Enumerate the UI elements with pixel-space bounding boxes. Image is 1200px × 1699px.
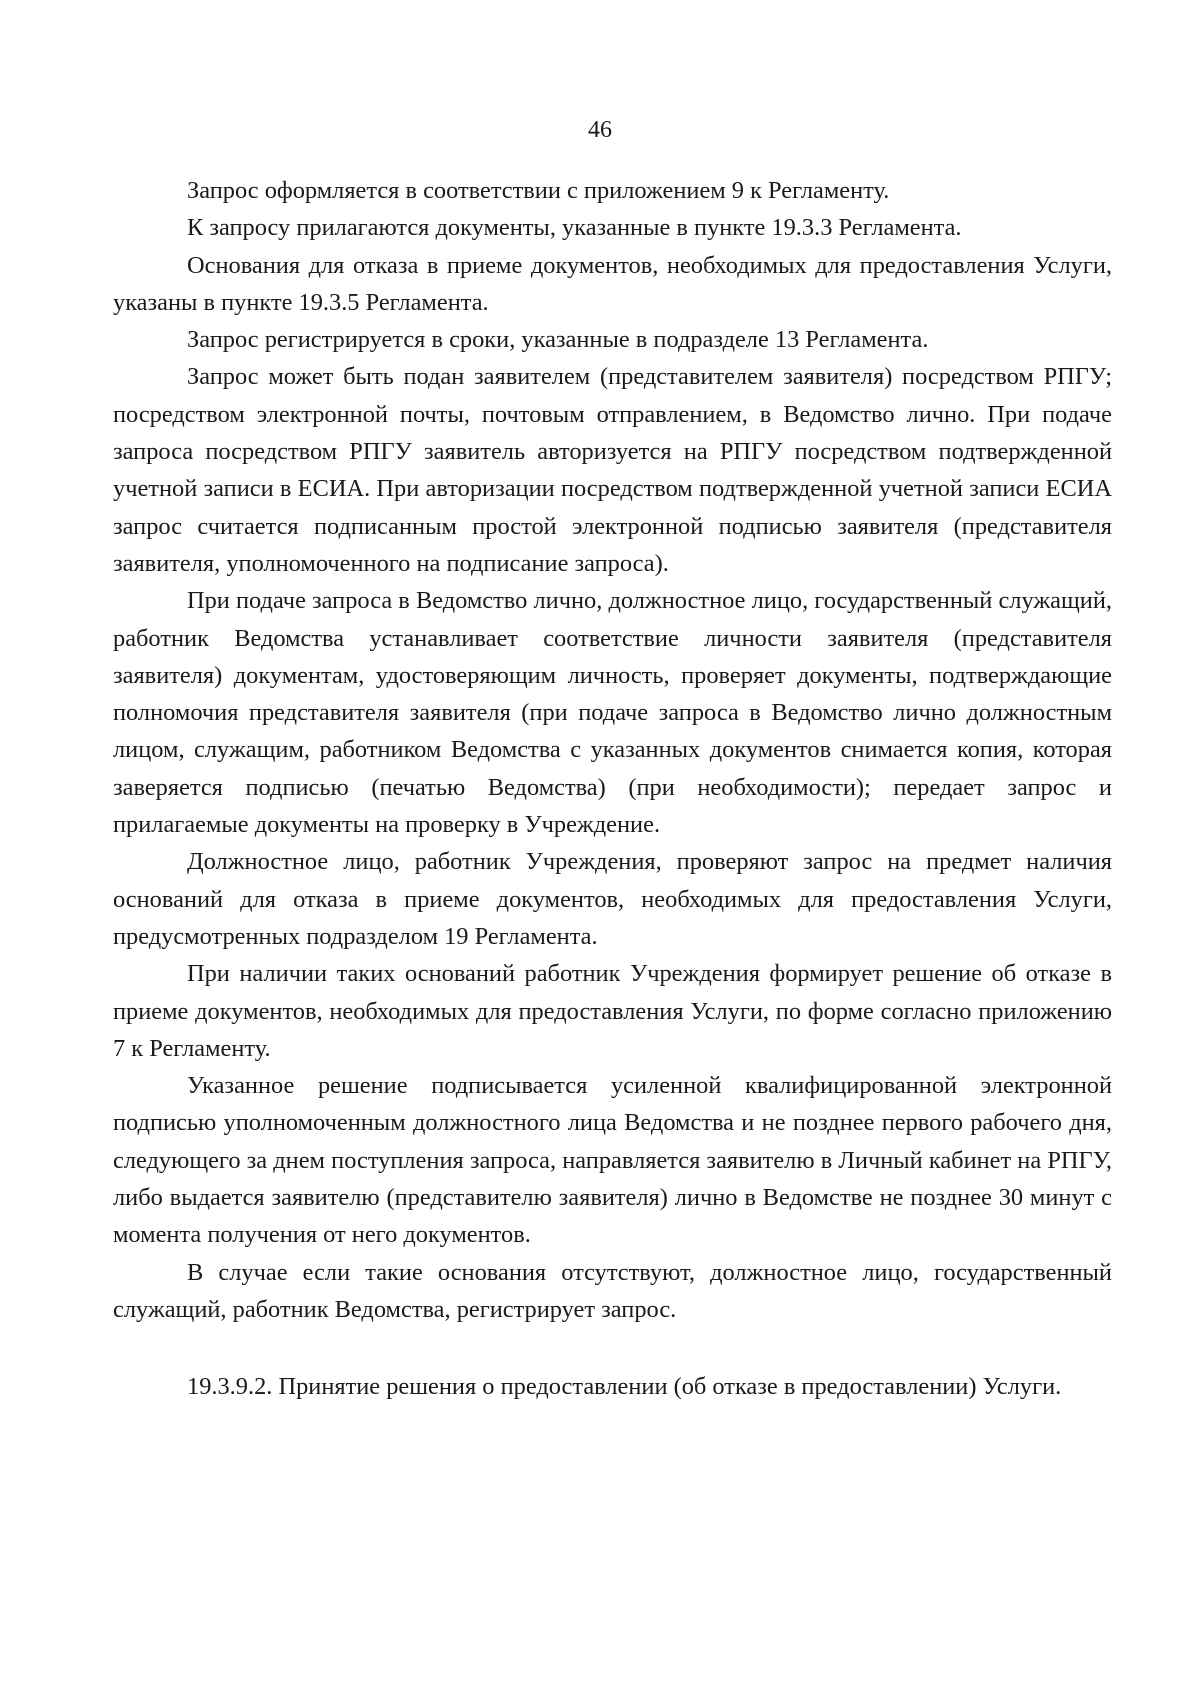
section-heading: 19.3.9.2. Принятие решения о предоставлении (об отказе в предоставлении) Услуги. xyxy=(187,1373,1062,1401)
paragraph: В случае если такие основания отсутствуют, должностное лицо, государственный служащий, работник Ведомства, регистрирует запрос. xyxy=(113,1258,1112,1323)
paragraph: При подаче запроса в Ведомство лично, должностное лицо, государственный служащий, работник Ведомства устанавливает соответствие личности заявителя (представителя заявителя) документам, удостоверяющим личность, проверяет документы, подтверждающие полномочия представителя заявителя (при подаче запроса в Ведомство лично должностным лицом, служащим, работником Ведомства с указанных документов снимается копия, которая заверяется подписью (печатью Ведомства) (при необходимости); передает запрос и прилагаемые документы на проверку в Учреждение. xyxy=(113,587,1112,839)
paragraph: Запрос может быть подан заявителем (представителем заявителя) посредством РПГУ; посредством электронной почты, почтовым отправлением, в Ведомство лично. При подаче запроса посредством РПГУ заявитель авторизуется на РПГУ посредством подтвержденной учетной записи в ЕСИА. При авторизации посредством подтвержденной учетной записи ЕСИА запрос считается подписанным простой электронной подписью заявителя (представителя заявителя, уполномоченного на подписание запроса). xyxy=(113,363,1112,577)
paragraph: Запрос оформляется в соответствии с приложением 9 к Регламенту. xyxy=(187,177,890,204)
paragraph: Указанное решение подписывается усиленной квалифицированной электронной подписью уполномоченным должностного лица Ведомства и не позднее первого рабочего дня, следующего за днем поступления запроса, направляется заявителю в Личный кабинет на РПГУ, либо выдается заявителю (представителю заявителя) лично в Ведомстве не позднее 30 минут с момента получения от него документов. xyxy=(113,1072,1112,1249)
paragraph: При наличии таких оснований работник Учреждения формирует решение об отказе в приеме документов, необходимых для предоставления Услуги, по форме согласно приложению 7 к Регламенту. xyxy=(113,960,1112,1062)
paragraph: Должностное лицо, работник Учреждения, проверяют запрос на предмет наличия оснований для отказа в приеме документов, необходимых для предоставления Услуги, предусмотренных подразделом 19 Регламента. xyxy=(113,848,1112,950)
paragraph: К запросу прилагаются документы, указанные в пункте 19.3.3 Регламента. xyxy=(187,214,962,242)
paragraph: Запрос регистрируется в сроки, указанные в подразделе 13 Регламента. xyxy=(187,326,929,354)
document-body xyxy=(113,172,1112,1406)
paragraph: Основания для отказа в приеме документов, необходимых для предоставления Услуги, указаны в пункте 19.3.5 Регламента. xyxy=(113,251,1112,316)
page-number: 46 xyxy=(588,117,612,143)
